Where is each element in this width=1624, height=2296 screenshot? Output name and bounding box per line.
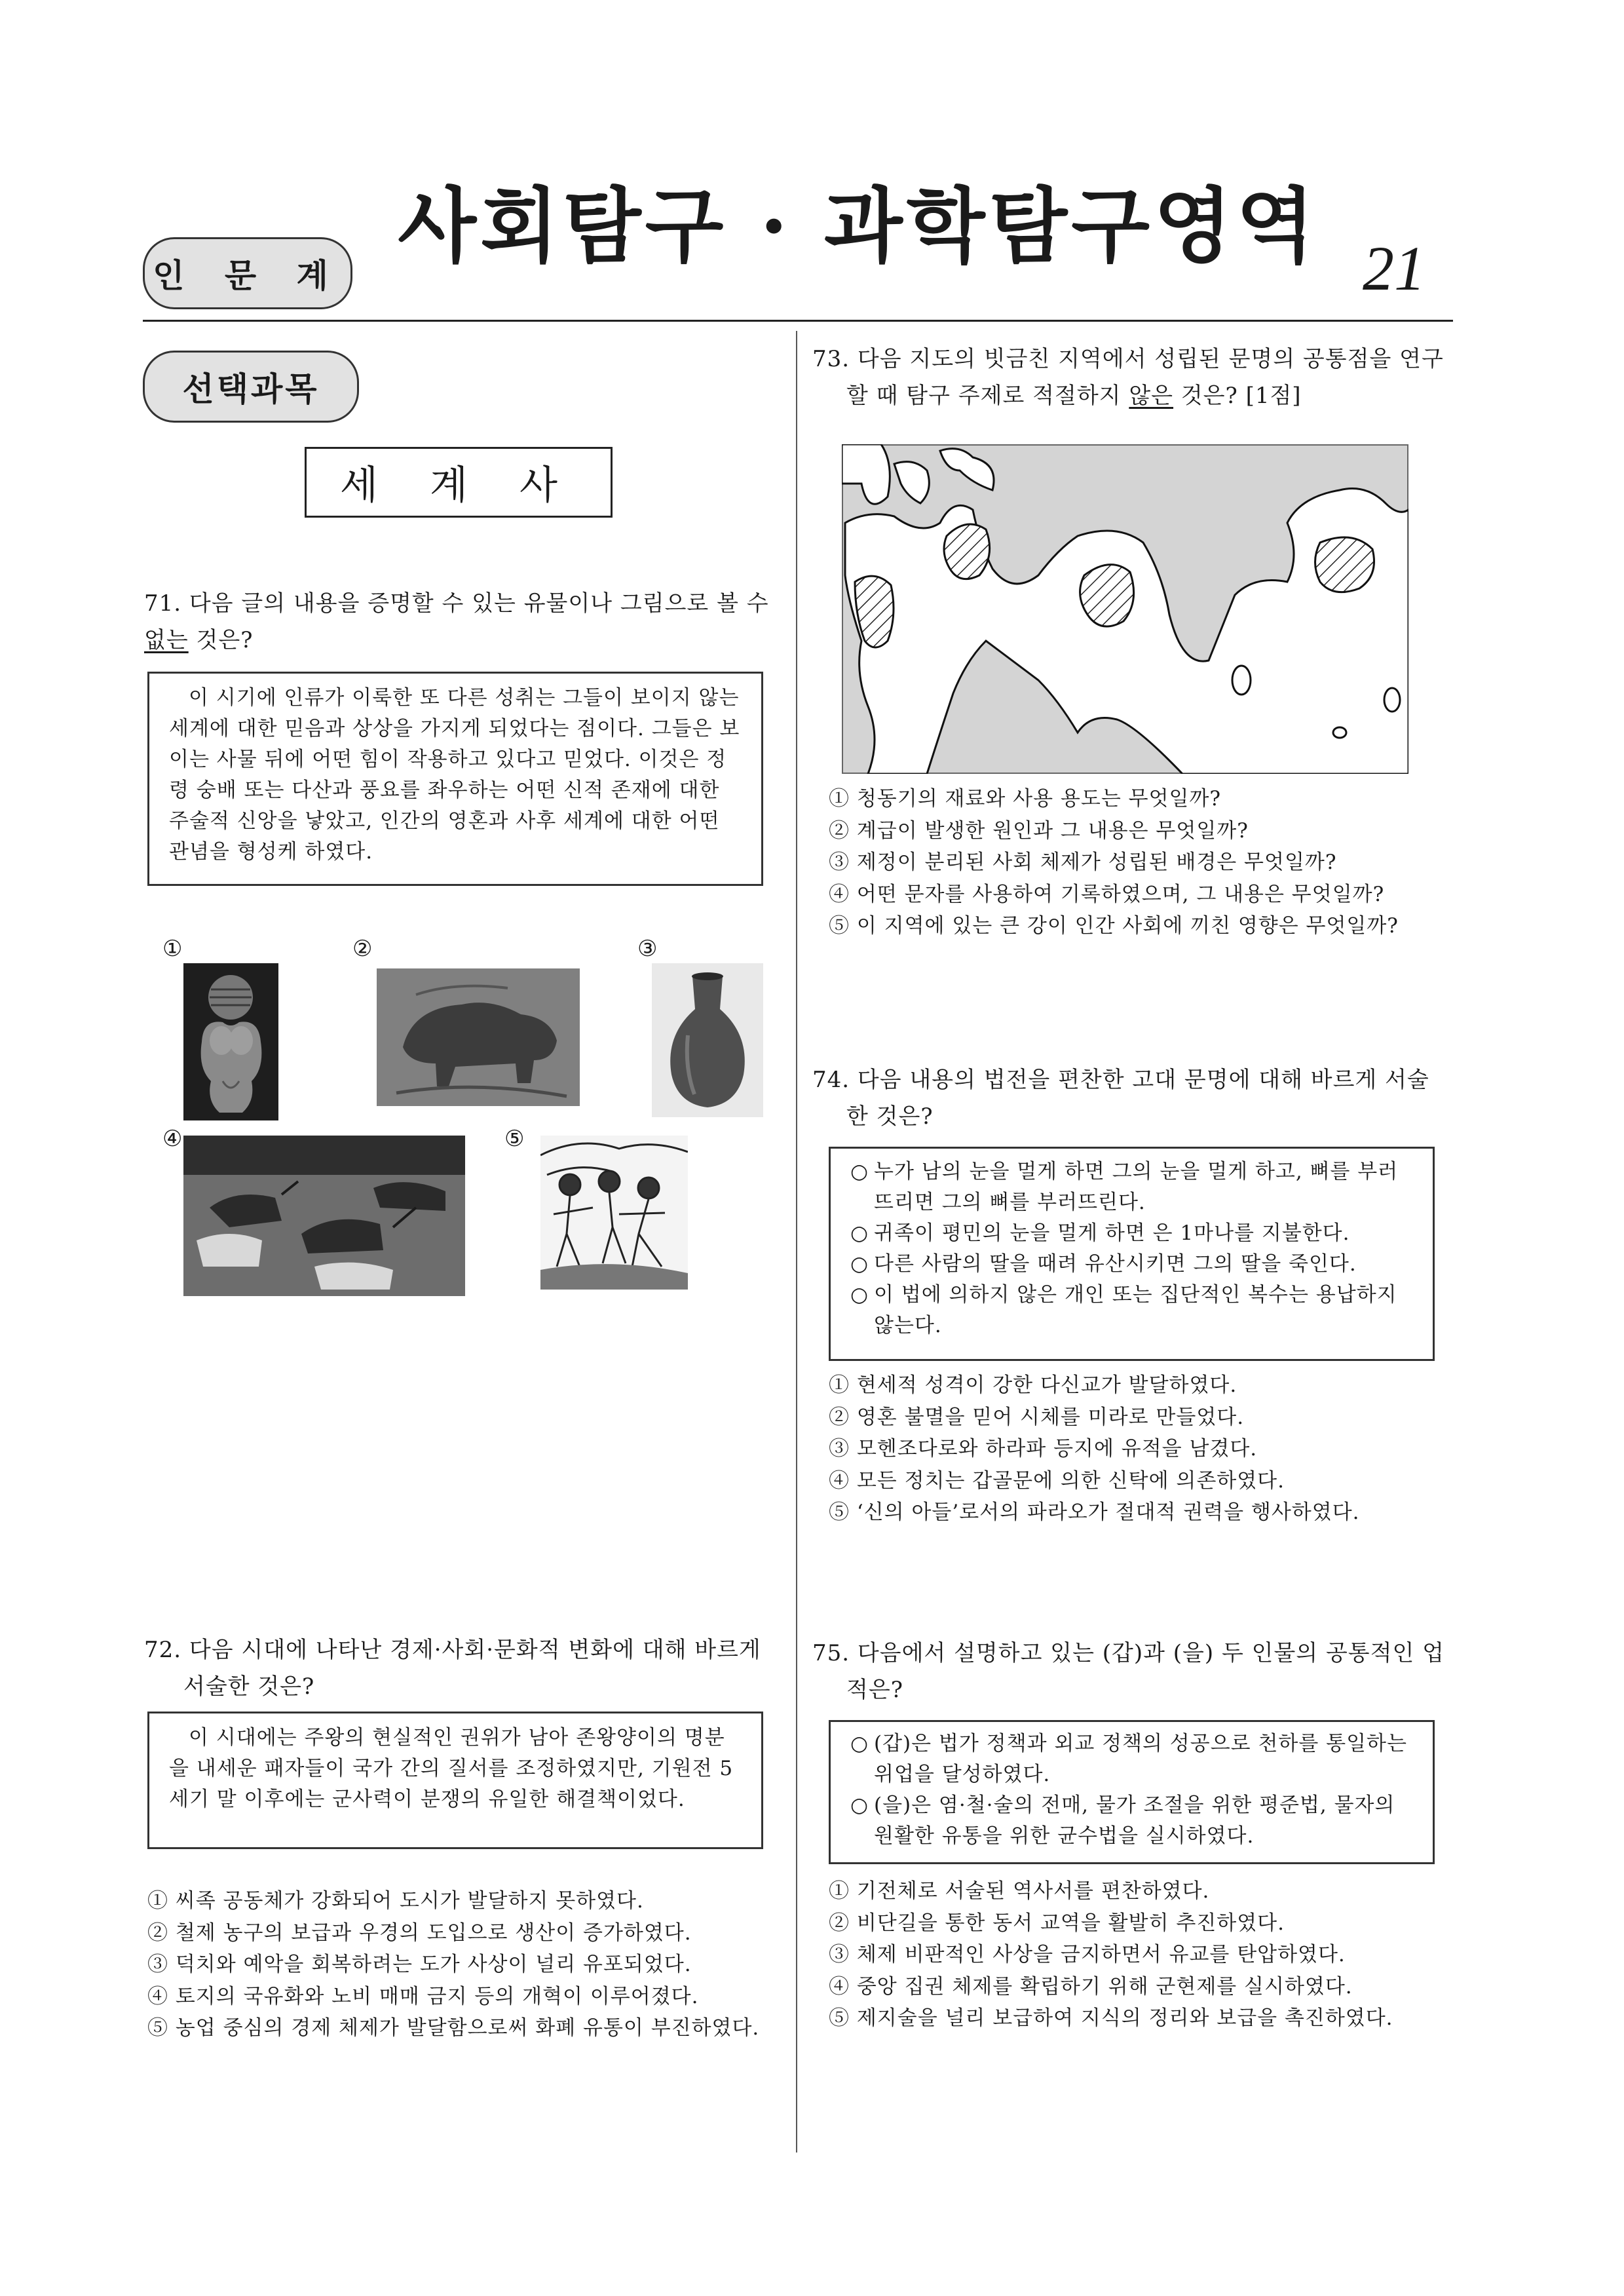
cave-painting-horses-image	[183, 1136, 465, 1296]
option-2[interactable]: ② 영혼 불멸을 믿어 시체를 미라로 만들었다.	[829, 1405, 1245, 1429]
question-stem: 다음 지도의 빗금친 지역에서 성립된 문명의 공통점을 연구할 때 탐구 주제로 적절하지	[846, 346, 1444, 409]
law-code-box	[829, 1147, 1435, 1361]
option-1[interactable]: ① 현세적 성격이 강한 다신교가 발달하였다.	[829, 1373, 1237, 1397]
options-75	[829, 1875, 1458, 2035]
option-1[interactable]: ① 기전체로 서술된 역사서를 편찬하였다.	[829, 1879, 1210, 1903]
option-1[interactable]: ① 씨족 공동체가 강화되어 도시가 발달하지 못하였다.	[147, 1889, 644, 1913]
option-4[interactable]: ④ 어떤 문자를 사용하여 기록하였으며, 그 내용은 무엇일까?	[829, 882, 1385, 906]
question-stem: 다음 글의 내용을 증명할 수 있는 유물이나 그림으로 볼 수	[189, 590, 769, 617]
option-3[interactable]: ③ 제정이 분리된 사회 체제가 성립된 배경은 무엇일까?	[829, 851, 1337, 874]
prehistoric-people-illustration	[540, 1136, 688, 1290]
option-3[interactable]: ③ 모헨조다로와 하라파 등지에 유적을 남겼다.	[829, 1437, 1258, 1461]
question-number: 72.	[144, 1637, 182, 1663]
question-number: 75.	[812, 1640, 850, 1666]
question-stem: 다음 내용의 법전을 편찬한 고대 문명에 대해 바르게 서술한 것은?	[846, 1067, 1429, 1130]
option-4[interactable]: ④ 중앙 집권 체제를 확립하기 위해 군현제를 실시하였다.	[829, 1974, 1353, 1999]
bullet-mark: ○	[850, 1793, 869, 1817]
bullet-text: 다른 사람의 딸을 때려 유산시키면 그의 딸을 죽인다.	[874, 1252, 1357, 1276]
bullet-item	[850, 1280, 1413, 1341]
bullet-item	[850, 1790, 1413, 1852]
bullet-text: 이 법에 의하지 않은 개인 또는 집단적인 복수는 용납하지 않는다.	[874, 1283, 1397, 1337]
bullet-item	[850, 1249, 1413, 1280]
question-stem: 다음에서 설명하고 있는 (갑)과 (을) 두 인물의 공통적인 업적은?	[846, 1640, 1445, 1703]
bullet-mark: ○	[850, 1221, 869, 1245]
passage-text: 이 시기에 인류가 이룩한 또 다른 성취는 그들이 보이지 않는 세계에 대한 믿음과 상상을 가지게 되었다는 점이다. 그들은 보이는 사물 뒤에 어떤 힘이 작용하고 있다고 믿었다. 이것은 정령 숭배 또는 다산과 풍요를 좌우하는 어떤 신적 존재에 대한 주술적 신앙을 낳았고, 인간의 영혼과 사후 세계에 대한 어떤 관념을 형성케 하였다.	[169, 686, 740, 864]
image-label: ②	[352, 936, 373, 962]
question-number: 74.	[812, 1067, 850, 1093]
options-73	[829, 783, 1458, 942]
pottery-vase-image	[652, 963, 763, 1117]
option-5[interactable]: ⑤ 농업 중심의 경제 체제가 발달함으로써 화폐 유통이 부진하였다.	[147, 2016, 760, 2040]
option-2[interactable]: ② 계급이 발생한 원인과 그 내용은 무엇일까?	[829, 818, 1249, 843]
passage-text: 이 시대에는 주왕의 현실적인 권위가 남아 존왕양이의 명분을 내세운 패자들이 국가 간의 질서를 조정하였지만, 기원전 5세기 말 이후에는 군사력이 분쟁의 유일한 해결책이었다.	[169, 1726, 734, 1811]
options-74	[829, 1369, 1458, 1529]
option-3[interactable]: ③ 덕치와 예악을 회복하려는 도가 사상이 널리 유포되었다.	[147, 1953, 692, 1976]
bullet-mark: ○	[850, 1252, 869, 1276]
image-label: ③	[637, 936, 658, 962]
bullet-mark: ○	[850, 1160, 869, 1183]
venus-figurine-image	[183, 963, 278, 1120]
option-5[interactable]: ⑤ 제지술을 널리 보급하여 지식의 정리와 보급을 촉진하였다.	[829, 2006, 1393, 2030]
bullet-text: (갑)은 법가 정책과 외교 정책의 성공으로 천하를 통일하는 위업을 달성하였다.	[874, 1732, 1407, 1786]
question-stem-underlined: 않은	[1129, 383, 1174, 409]
image-label: ④	[162, 1126, 183, 1152]
question-stem: 다음 시대에 나타난 경제·사회·문화적 변화에 대해 바르게 서술한 것은?	[183, 1637, 761, 1700]
question-number: 73.	[812, 346, 850, 372]
bullet-item	[850, 1218, 1413, 1249]
question-number: 71.	[144, 590, 182, 617]
bullet-text: 누가 남의 눈을 멀게 하면 그의 눈을 멀게 하고, 뼈를 부러뜨리면 그의 뼈를 부러뜨린다.	[874, 1160, 1399, 1214]
question-72	[144, 1632, 783, 1705]
question-stem-end: 것은?	[188, 627, 254, 653]
option-3[interactable]: ③ 체제 비판적인 사상을 금지하면서 유교를 탄압하였다.	[829, 1943, 1346, 1966]
bullet-text: 귀족이 평민의 눈을 멀게 하면 은 1마나를 지불한다.	[874, 1221, 1350, 1245]
page-title: 사회탐구 · 과학탐구영역	[398, 179, 1319, 274]
option-5[interactable]: ⑤ ‘신의 아들’로서의 파라오가 절대적 권력을 행사하였다.	[829, 1501, 1360, 1524]
image-label: ①	[162, 936, 183, 962]
options-72	[147, 1885, 796, 2044]
header-tag: 인 문 계	[143, 237, 352, 309]
bullet-text: (을)은 염·철·술의 전매, 물가 조절을 위한 평준법, 물자의 원활한 유통을 위한 균수법을 실시하였다.	[874, 1793, 1395, 1848]
persons-box	[829, 1720, 1435, 1864]
image-label: ⑤	[504, 1126, 525, 1152]
passage-box	[147, 672, 763, 886]
passage-box	[147, 1712, 763, 1849]
bullet-mark: ○	[850, 1283, 869, 1307]
subject-title: 세 계 사	[305, 447, 613, 518]
bullet-mark: ○	[850, 1732, 869, 1755]
section-label: 선택과목	[143, 351, 359, 423]
bullet-item	[850, 1729, 1413, 1790]
question-stem-underlined: 없는	[144, 627, 189, 653]
option-2[interactable]: ② 비단길을 통한 동서 교역을 활발히 추진하였다.	[829, 1911, 1285, 1935]
option-4[interactable]: ④ 토지의 국유화와 노비 매매 금지 등의 개혁이 이루어졌다.	[147, 1984, 699, 2008]
option-5[interactable]: ⑤ 이 지역에 있는 큰 강이 인간 사회에 끼친 영향은 무엇일까?	[829, 914, 1399, 938]
header-rule	[143, 320, 1453, 322]
question-71	[144, 585, 773, 659]
cave-painting-bison-image	[377, 968, 580, 1106]
question-74	[812, 1062, 1451, 1135]
question-73	[812, 341, 1451, 414]
option-2[interactable]: ② 철제 농구의 보급과 우경의 도입으로 생산이 증가하였다.	[147, 1921, 692, 1945]
ancient-civilizations-map	[842, 444, 1408, 774]
bullet-item	[850, 1157, 1413, 1218]
question-75	[812, 1635, 1451, 1708]
option-4[interactable]: ④ 모든 정치는 갑골문에 의한 신탁에 의존하였다.	[829, 1468, 1285, 1493]
question-stem-end: 것은? [1점]	[1173, 383, 1302, 409]
option-1[interactable]: ① 청동기의 재료와 사용 용도는 무엇일까?	[829, 787, 1222, 811]
column-divider	[796, 331, 797, 2152]
page-number: 21	[1363, 233, 1426, 303]
